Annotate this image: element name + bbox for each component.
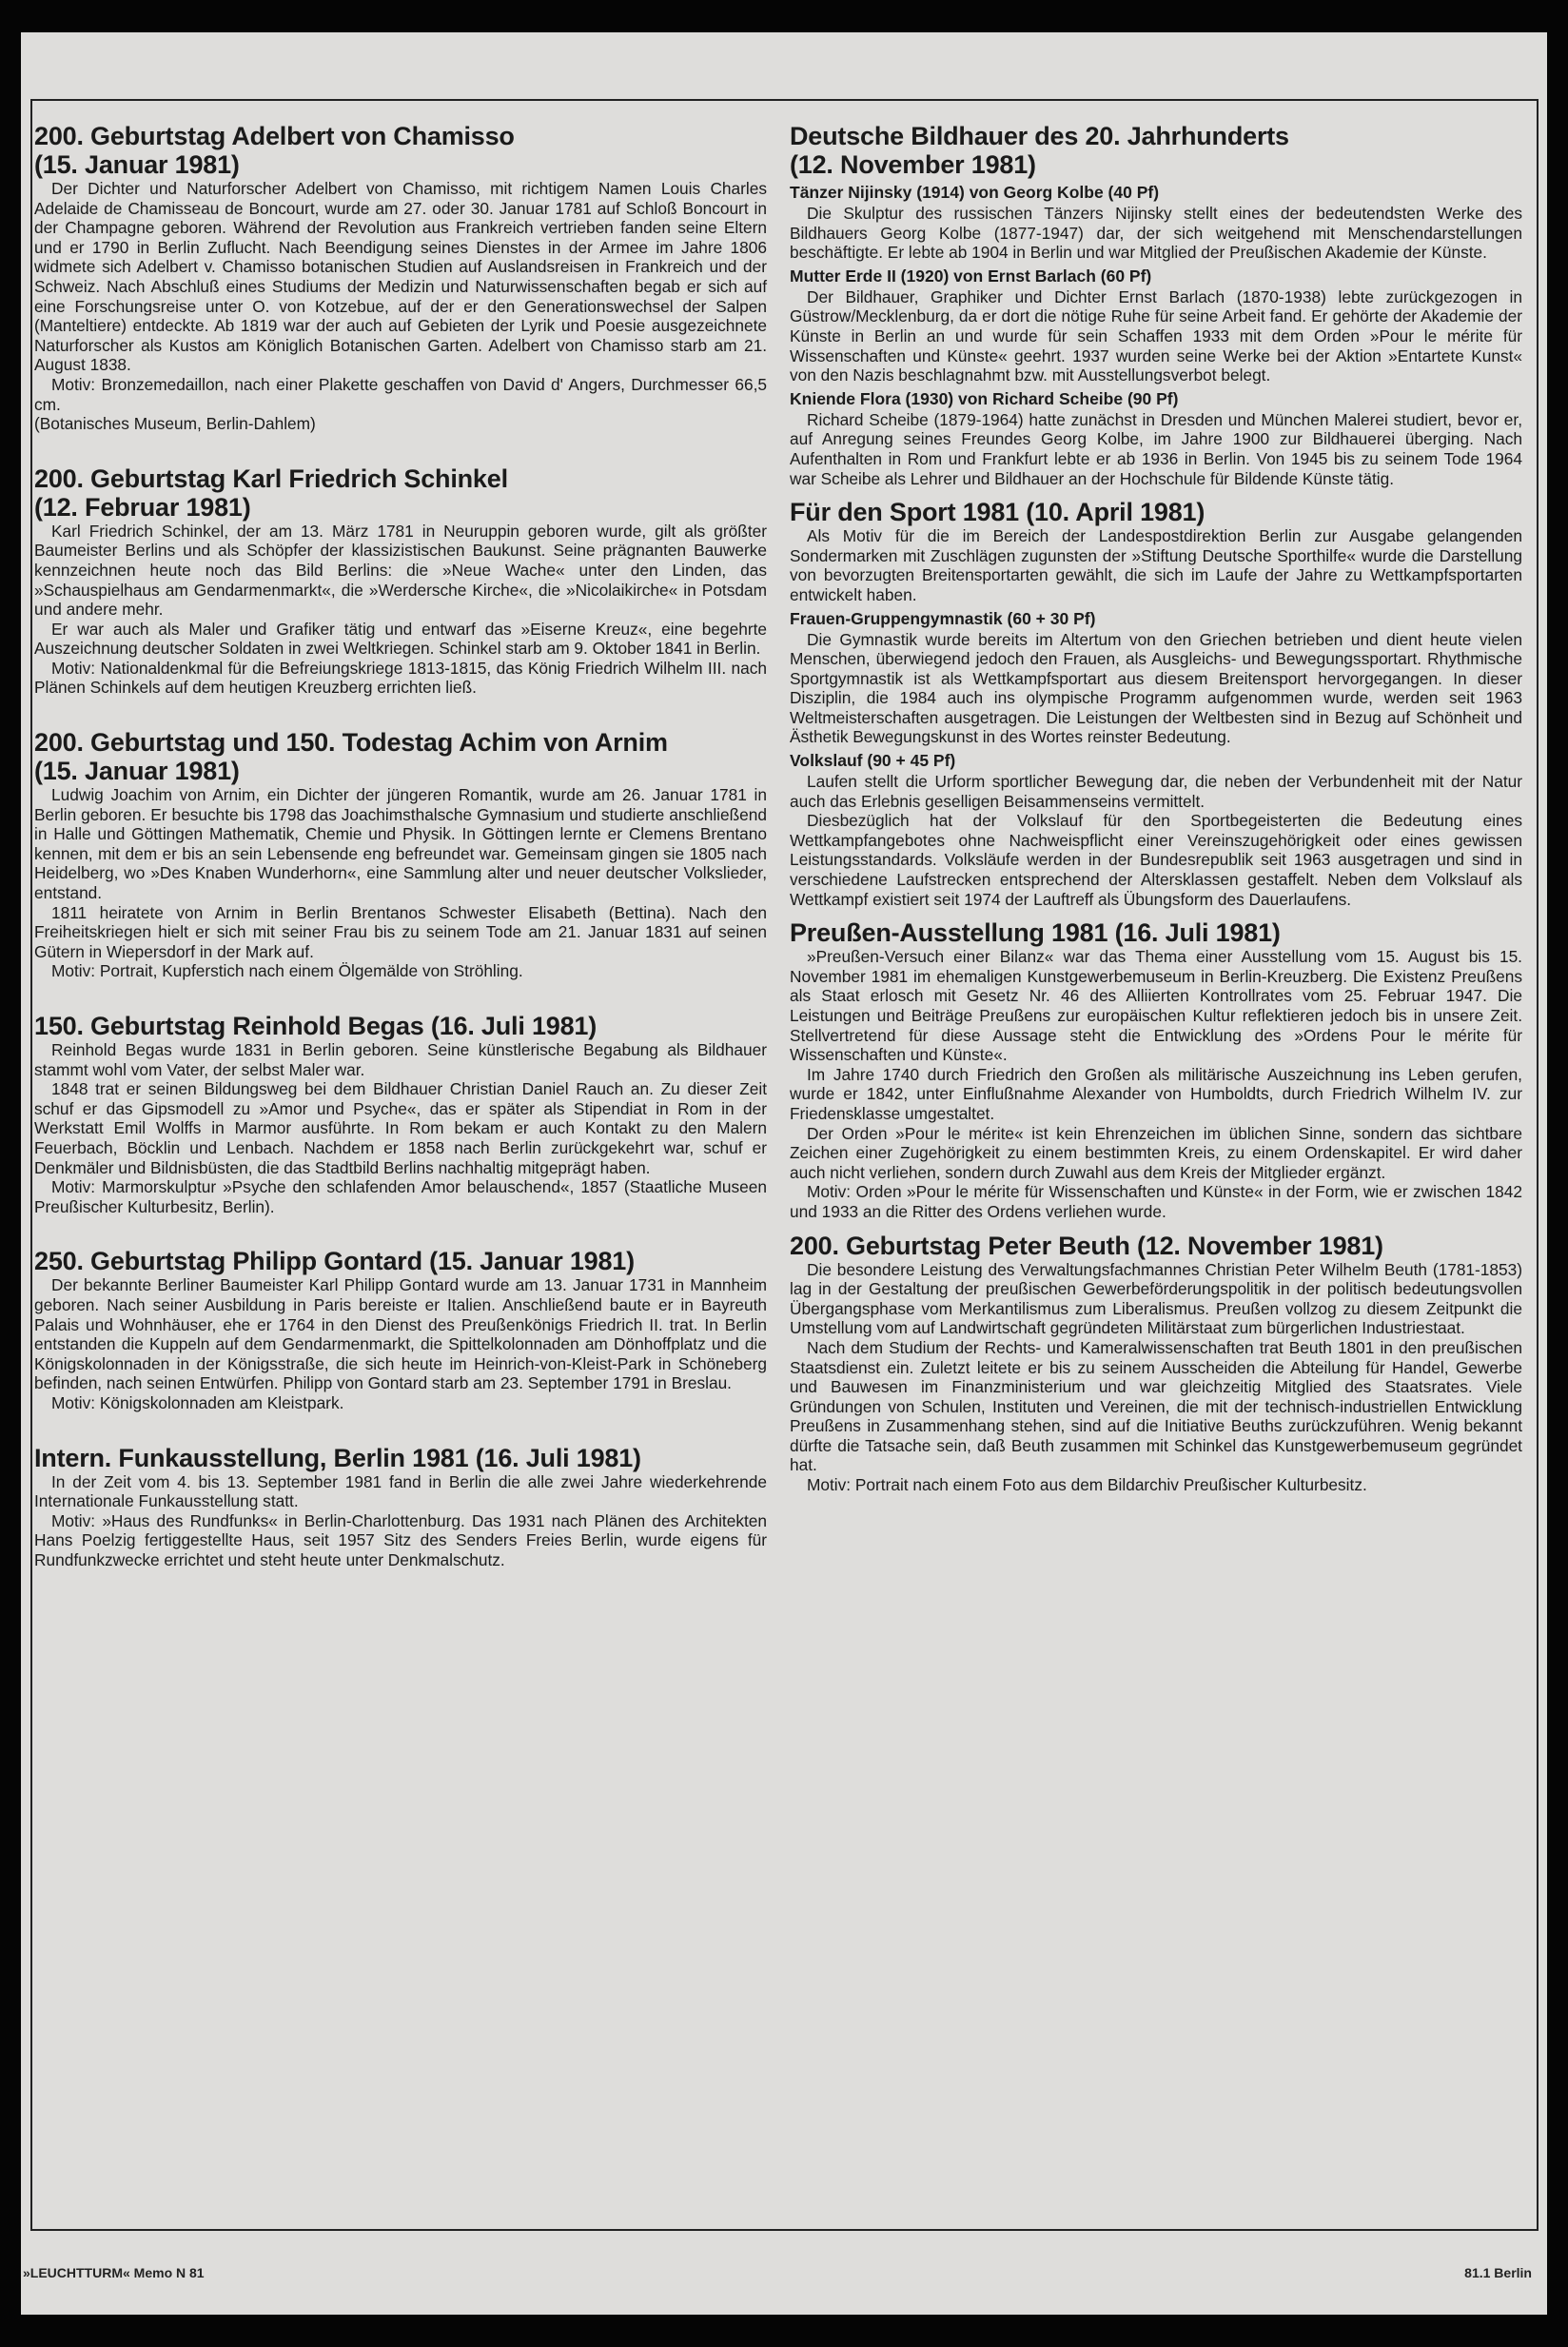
page-number-footer: 81.1 Berlin: [1464, 2265, 1532, 2280]
section-bildhauer: [790, 122, 1522, 488]
body-text: Ludwig Joachim von Arnim, ein Dichter der jüngeren Romantik, wurde am 26. Januar 1781 in Berlin geboren. Er besuchte bis 1798 das Joachimsthalsche Gymnasium und studierte anschließend in Halle und Göttingen Mathematik, Chemie und Physik. In Göttingen lernte er Clemens Brentano kennen, mit dem er bis an sein Lebensende eng befreundet war. Gemeinsam gingen sie 1805 nach Heidelberg, wo »Des Knaben Wunderhorn«, eine Sammlung alter und neuer deutscher Volkslieder, entstand.: [34, 785, 767, 903]
body-text: Der Dichter und Naturforscher Adelbert von Chamisso, mit richtigem Namen Louis Charles Adelaide de Chamisseau de Boncourt, wurde am 27. oder 30. Januar 1781 auf Schloß Boncourt in der Champagne geboren. Während der Revolution aus Frankreich vertrieben fanden seine Eltern und er 1790 in Berlin Zuflucht. Nach Beendigung seines Dienstes in der Armee im Jahre 1806 widmete sich Adelbert v. Chamisso botanischen Studien auf Auslandsreisen in Frankreich und der Schweiz. Nach Abschluß eines Studiums der Medizin und Naturwissenschaften begab er sich auf eine Forschungsreise unter O. von Kotzebue, auf der er den Generationswechsel der Salpen (Manteltiere) entdeckte. Ab 1819 war der auch auf Gebieten der Lyrik und Poesie ausgezeichnete Naturforscher als Kustos am Königlich Botanischen Garten. Adelbert von Chamisso starb am 21. August 1838.: [34, 179, 767, 375]
section-arnim: [34, 728, 767, 981]
body-text: Er war auch als Maler und Grafiker tätig und entwarf das »Eiserne Kreuz«, eine begehrte Auszeichnung deutscher Soldaten in zwei Weltkriegen. Schinkel starb am 9. Oktober 1841 in Berlin.: [34, 619, 767, 659]
source-text: (Botanisches Museum, Berlin-Dahlem): [34, 414, 316, 434]
section-date: (12. Februar 1981): [34, 492, 251, 522]
body-text: 1811 heiratete von Arnim in Berlin Brentanos Schwester Elisabeth (Bettina). Nach den Freiheitskriegen hielt er sich mit seiner Frau bis zu seinem Tode am 21. Januar 1831 auf seinen Gütern in Wiepersdorf in der Mark auf.: [34, 902, 767, 961]
body-text: Die Gymnastik wurde bereits im Altertum von den Griechen betrieben und dient heute vielen Menschen, überwiegend jedoch den Frauen, als Ausgleichs- und Bewegungssportart. Rhythmische Sportgymnastik ist als Wettkampfsportart aus diesem Breitensport hervorgegangen. In dieser Disziplin, die 1984 auch ins olympische Programm aufgenommen wurde, werden seit 1963 Weltmeisterschaften ausgetragen. Die Leistungen der Weltbesten sind in Bezug auf Schönheit und Ästhetik Bewegungskunst in des Wortes reinster Bedeutung.: [790, 629, 1522, 747]
section-date: (12. November 1981): [790, 150, 1036, 179]
section-beuth: [790, 1232, 1522, 1495]
motif-text: Motiv: Portrait, Kupferstich nach einem Ölgemälde von Ströhling.: [51, 961, 523, 981]
section-title: 200. Geburtstag Adelbert von Chamisso: [34, 122, 515, 150]
publisher-footer: »LEUCHTTURM« Memo N 81: [23, 2265, 205, 2280]
body-text: Karl Friedrich Schinkel, der am 13. März 1781 in Neuruppin geboren wurde, gilt als größter Baumeister Berlins und als Schöpfer der klassizistischen Baukunst. Seine prägnanten Bauwerke kennzeichnen heute noch das Bild Berlins: die »Neue Wache« unter den Linden, das »Schauspielhaus am Gendarmenmarkt«, die »Werdersche Kirche«, die »Nicolaikirche« in Potsdam und andere mehr.: [34, 521, 767, 620]
section-sport: [790, 498, 1522, 909]
section-title: 250. Geburtstag Philipp Gontard (15. Januar 1981): [34, 1247, 635, 1276]
section-title: Preußen-Ausstellung 1981 (16. Juli 1981): [790, 918, 1281, 948]
motif-text: Motiv: »Haus des Rundfunks« in Berlin-Charlottenburg. Das 1931 nach Plänen des Architekten Hans Poelzig fertiggestellte Haus, seit 1957 Sitz des Senders Freies Berlin, wurde eigens für Rundfunkzwecke errichtet und steht heute unter Denkmalschutz.: [34, 1510, 767, 1569]
section-gontard: [34, 1247, 767, 1412]
section-title: Deutsche Bildhauer des 20. Jahrhunderts: [790, 122, 1289, 150]
section-date: (15. Januar 1981): [34, 757, 240, 786]
left-column: [34, 122, 767, 1600]
section-preussen: [790, 918, 1522, 1221]
body-text: Der Orden »Pour le mérite« ist kein Ehrenzeichen im üblichen Sinne, sondern das sichtbare Zeichen einer Zugehörigkeit zu einem bestimmten Kreis, zu einem Ordenskapitel. Er wird daher auch nicht verliehen, sondern durch Zuwahl aus dem Kreis der Mitglieder ergänzt.: [790, 1123, 1522, 1182]
motif-text: Motiv: Marmorskulptur »Psyche den schlafenden Amor belauschend«, 1857 (Staatliche Museen Preußischer Kulturbesitz, Berlin).: [34, 1177, 767, 1216]
section-title: 200. Geburtstag und 150. Todestag Achim von Arnim: [34, 728, 668, 758]
section-title: 150. Geburtstag Reinhold Begas (16. Juli 1981): [34, 1012, 597, 1040]
motif-text: Motiv: Nationaldenkmal für die Befreiungskriege 1813-1815, das König Friedrich Wilhelm III. nach Plänen Schinkels auf dem heutigen Kreuzberg errichten ließ.: [34, 658, 767, 698]
stamp-subtitle: Volkslauf (90 + 45 Pf): [790, 751, 956, 771]
body-text: In der Zeit vom 4. bis 13. September 1981 fand in Berlin die alle zwei Jahre wiederkehrende Internationale Funkausstellung statt.: [34, 1471, 767, 1511]
section-date: (15. Januar 1981): [34, 150, 240, 179]
stamp-subtitle: Tänzer Nijinsky (1914) von Georg Kolbe (40 Pf): [790, 183, 1160, 202]
stamp-subtitle: Frauen-Gruppengymnastik (60 + 30 Pf): [790, 608, 1096, 628]
motif-text: Motiv: Bronzemedaillon, nach einer Plakette geschaffen von David d' Angers, Durchmesser 66,5 cm.: [34, 374, 767, 414]
right-column: [790, 122, 1522, 1505]
section-title: Intern. Funkausstellung, Berlin 1981 (16. Juli 1981): [34, 1443, 641, 1472]
section-title: 200. Geburtstag Karl Friedrich Schinkel: [34, 463, 508, 493]
motif-text: Motiv: Orden »Pour le mérite für Wissenschaften und Künste« in der Form, wie er zwischen 1842 und 1933 an die Ritter des Ordens verliehen wurde.: [790, 1182, 1522, 1221]
body-text: Die besondere Leistung des Verwaltungsfachmannes Christian Peter Wilhelm Beuth (1781-1853) lag in der Gestaltung der preußischen Gewerbeförderungspolitik in der politisch bedeutungsvollen Übergangsphase vom Merkantilismus zum Liberalismus. Preußen vollzog zu diesem Zeitpunkt die Umstellung vom auf Landwirtschaft gegründeten Militärstaat zum bürgerlichen Industriestaat.: [790, 1259, 1522, 1338]
stamp-subtitle: Mutter Erde II (1920) von Ernst Barlach (60 Pf): [790, 266, 1152, 286]
body-text: Reinhold Begas wurde 1831 in Berlin geboren. Seine künstlerische Begabung als Bildhauer stammt wohl vom Vater, der selbst Maler war.: [34, 1040, 767, 1079]
body-text: Diesbezüglich hat der Volkslauf für den Sportbegeisterten die Bedeutung eines Wettkampfangebotes ohne Nachweispflicht einer Vereinszugehörigkeit oder eines gewissen Leistungsstandards. Volksläufe werden in der Bundesrepublik seit 1963 ausgetragen und sind in verschiedene Laufstrecken entsprechend der Altersklassen gestaffelt. Neben dem Volkslauf als Wettkampf existiert seit 1974 der Lauftreff als Übungsform des Dauerlaufens.: [790, 811, 1522, 909]
section-funkausstellung: [34, 1444, 767, 1570]
section-title: Für den Sport 1981 (10. April 1981): [790, 498, 1205, 527]
section-chamisso: [34, 122, 767, 434]
body-text: »Preußen-Versuch einer Bilanz« war das Thema einer Ausstellung vom 15. August bis 15. November 1981 im ehemaligen Kunstgewerbemuseum in Berlin-Kreuzberg. Die Existenz Preußens als Staat erlosch mit Gesetz Nr. 46 des Alliierten Kontrollrates vom 25. Februar 1947. Die Leistungen und Beiträge Preußens zur europäischen Kultur reflektieren jedoch bis in unsere Zeit. Stellvertretend für diese Aussage steht die Entwicklung des »Ordens Pour le mérite für Wissenschaften und Künste«.: [790, 947, 1522, 1065]
section-schinkel: [34, 464, 767, 698]
body-text: Die Skulptur des russischen Tänzers Nijinsky stellt eines der bedeutendsten Werke des Bildhauers Georg Kolbe (1877-1947) dar, der sich weitgehend mit Menschendarstellungen beschäftigte. Er lebte ab 1904 in Berlin und war Mitglied der Preußischen Akademie der Künste.: [790, 204, 1522, 263]
body-text: Der bekannte Berliner Baumeister Karl Philipp Gontard wurde am 13. Januar 1731 in Mannheim geboren. Nach seiner Ausbildung in Paris bereiste er Italien. Anschließend baute er in Bayreuth Palais und Wohnhäuser, ehe er 1764 in den Dienst des Preußenkönigs Friedrich II. trat. In Berlin entstanden die Kuppeln auf dem Gendarmenmarkt, die Spittelkolonnaden am Dönhoffplatz und die Königskolonnaden in der Königsstraße, die sich heute im Heinrich-von-Kleist-Park in Schöneberg befinden, nach seinen Entwürfen. Philipp von Gontard starb am 23. September 1791 in Breslau.: [34, 1275, 767, 1393]
album-page: [21, 32, 1547, 2315]
body-text: Als Motiv für die im Bereich der Landespostdirektion Berlin zur Ausgabe gelangenden Sondermarken mit Zuschlägen zugunsten der »Stiftung Deutsche Sporthilfe« wurde die Darstellung von bevorzugten Breitensportarten gewählt, die sich im Laufe der Jahre zu Wettkampfsportarten entwickelt haben.: [790, 526, 1522, 604]
section-begas: [34, 1012, 767, 1216]
motif-text: Motiv: Königskolonnaden am Kleistpark.: [51, 1392, 344, 1412]
motif-text: Motiv: Portrait nach einem Foto aus dem Bildarchiv Preußischer Kulturbesitz.: [807, 1475, 1367, 1495]
body-text: Der Bildhauer, Graphiker und Dichter Ernst Barlach (1870-1938) lebte zurückgezogen in Güstrow/Mecklenburg, da er dort die nötige Ruhe für seine Arbeit fand. Er gehörte der Akademie der Künste in Berlin an und wurde für sein Schaffen 1933 mit dem Orden »Pour le mérite für Wissenschaften und Künste« geehrt. 1937 wurden seine Werke bei der Aktion »Entartete Kunst« von den Nazis beschlagnahmt bzw. mit Ausstellungsverbot belegt.: [790, 286, 1522, 385]
section-title: 200. Geburtstag Peter Beuth (12. November 1981): [790, 1231, 1383, 1260]
body-text: Nach dem Studium der Rechts- und Kameralwissenschaften trat Beuth 1801 in den preußischen Staatsdienst ein. Zuletzt leitete er bis zu seinem Ausscheiden die Abteilung für Handel, Gewerbe und Bauwesen im Finanzministerium und war gleichzeitig Mitglied des Staatsrates. Viele Gründungen von Schulen, Instituten und Vereinen, die mit der technisch-industriellen Entwicklung Preußens in Zusammenhang stehen, sind auf die Initiative Beuths zurückzuführen. Wenig bekannt dürfte die Tatsache sein, daß Beuth zusammen mit Schinkel das Kunstgewerbemuseum gegründet hat.: [790, 1337, 1522, 1475]
body-text: Laufen stellt die Urform sportlicher Bewegung dar, die neben der Verbundenheit mit der Natur auch das Erlebnis geselligen Beisammenseins vermittelt.: [790, 772, 1522, 811]
stamp-subtitle: Kniende Flora (1930) von Richard Scheibe (90 Pf): [790, 388, 1179, 408]
body-text: 1848 trat er seinen Bildungsweg bei dem Bildhauer Christian Daniel Rauch an. Zu dieser Zeit schuf er das Gipsmodell zu »Amor und Psyche«, das er später als Stipendiat in Rom in der Werkstatt Emil Wolffs in Marmor ausführte. In Rom bekam er auch Kontakt zu den Malern Feuerbach, Böcklin und Lenbach. Nachdem er 1858 nach Berlin zurückgekehrt war, schuf er Denkmäler und Bildnisbüsten, die das Stadtbild Berlins nachhaltig mitgeprägt haben.: [34, 1079, 767, 1177]
body-text: Im Jahre 1740 durch Friedrich den Großen als militärische Auszeichnung ins Leben gerufen, wurde er 1842, unter Einflußnahme Alexander von Humboldts, durch Friedrich Wilhelm IV. zur Friedensklasse umgestaltet.: [790, 1064, 1522, 1123]
body-text: Richard Scheibe (1879-1964) hatte zunächst in Dresden und München Malerei studiert, bevor er, auf Anregung seines Freundes Georg Kolbe, im Jahre 1900 zur Bildhauerei überging. Nach Aufenthalten in Rom und Frankfurt lebte er ab 1936 in Berlin. Von 1945 bis zu seinem Tode 1964 war Scheibe als Lehrer und Bildhauer an der Hochschule für Bildende Künste tätig.: [790, 409, 1522, 488]
